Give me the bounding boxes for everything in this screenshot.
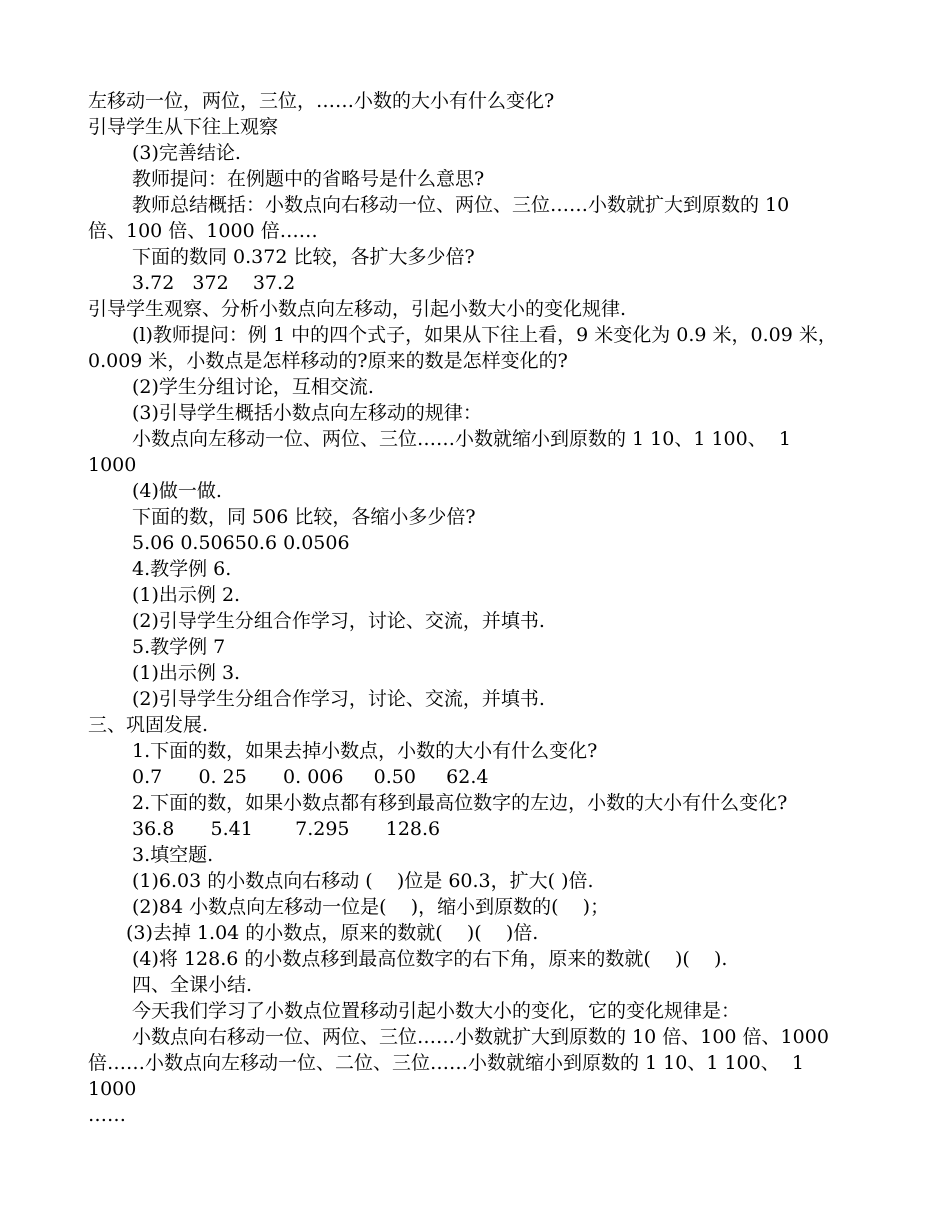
- text-line-33: (3)去掉 1.04 的小数点，原来的数就( )( )倍.: [126, 922, 539, 944]
- text-line-35: 四、全课小结.: [132, 974, 253, 996]
- text-line-22: 5.教学例 7: [132, 636, 226, 658]
- text-line-30: 3.填空题.: [132, 844, 214, 866]
- text-line-8: 3.72 372 37.2: [132, 272, 296, 294]
- text-line-10: (l)教师提问：例 1 中的四个式子，如果从下往上看，9 米变化为 0.9 米，0.09 米，: [132, 324, 837, 346]
- text-line-28: 2.下面的数，如果小数点都有移到最高位数字的左边，小数的大小有什么变化?: [132, 792, 788, 814]
- text-line-39: 1000: [88, 1078, 137, 1100]
- text-line-6: 倍、100 倍、1000 倍……: [88, 220, 318, 242]
- text-line-15: 1000: [88, 454, 137, 476]
- text-line-13: (3)引导学生概括小数点向左移动的规律：: [132, 402, 482, 424]
- text-line-36: 今天我们学习了小数点位置移动引起小数大小的变化，它的变化规律是：: [132, 1000, 741, 1022]
- text-line-20: (1)出示例 2.: [132, 584, 241, 606]
- text-line-5: 教师总结概括：小数点向右移动一位、两位、三位……小数就扩大到原数的 10: [132, 194, 790, 216]
- text-line-29: 36.8 5.41 7.295 128.6: [132, 818, 441, 840]
- text-line-38: 倍……小数点向左移动一位、二位、三位……小数就缩小到原数的 1 10、1 100、 1: [88, 1052, 804, 1074]
- text-line-16: (4)做一做.: [132, 480, 222, 502]
- text-line-7: 下面的数同 0.372 比较，各扩大多少倍?: [132, 246, 475, 268]
- text-line-37: 小数点向右移动一位、两位、三位……小数就扩大到原数的 10 倍、100 倍、1000: [132, 1026, 829, 1048]
- text-line-9: 引导学生观察、分析小数点向左移动，引起小数大小的变化规律.: [88, 298, 627, 320]
- text-line-31: (1)6.03 的小数点向右移动 ( )位是 60.3，扩大( )倍.: [132, 870, 594, 892]
- text-line-34: (4)将 128.6 的小数点移到最高位数字的右下角，原来的数就( )( ).: [132, 948, 728, 970]
- text-line-24: (2)引导学生分组合作学习，讨论、交流，并填书.: [132, 688, 545, 710]
- text-line-3: (3)完善结论.: [132, 142, 241, 164]
- text-line-12: (2)学生分组讨论，互相交流.: [132, 376, 374, 398]
- text-line-14: 小数点向左移动一位、两位、三位……小数就缩小到原数的 1 10、1 100、 1: [132, 428, 791, 450]
- text-line-21: (2)引导学生分组合作学习，讨论、交流，并填书.: [132, 610, 545, 632]
- text-line-25: 三、巩固发展.: [88, 714, 209, 736]
- text-line-17: 下面的数，同 506 比较，各缩小多少倍?: [132, 506, 476, 528]
- text-line-23: (1)出示例 3.: [132, 662, 241, 684]
- text-line-32: (2)84 小数点向左移动一位是( )，缩小到原数的( )；: [132, 896, 610, 918]
- document-body: [88, 88, 868, 1128]
- text-line-2: 引导学生从下往上观察: [88, 116, 279, 138]
- text-line-19: 4.教学例 6.: [132, 558, 232, 580]
- text-line-40: ……: [88, 1104, 126, 1126]
- text-line-1: 左移动一位，两位，三位，……小数的大小有什么变化?: [88, 90, 555, 112]
- text-line-11: 0.009 米，小数点是怎样移动的?原来的数是怎样变化的?: [88, 350, 568, 372]
- text-line-4: 教师提问：在例题中的省略号是什么意思?: [132, 168, 485, 190]
- text-line-27: 0.7 0. 25 0. 006 0.50 62.4: [132, 766, 489, 788]
- text-line-18: 5.06 0.50650.6 0.0506: [132, 532, 350, 554]
- text-line-26: 1.下面的数，如果去掉小数点，小数的大小有什么变化?: [132, 740, 598, 762]
